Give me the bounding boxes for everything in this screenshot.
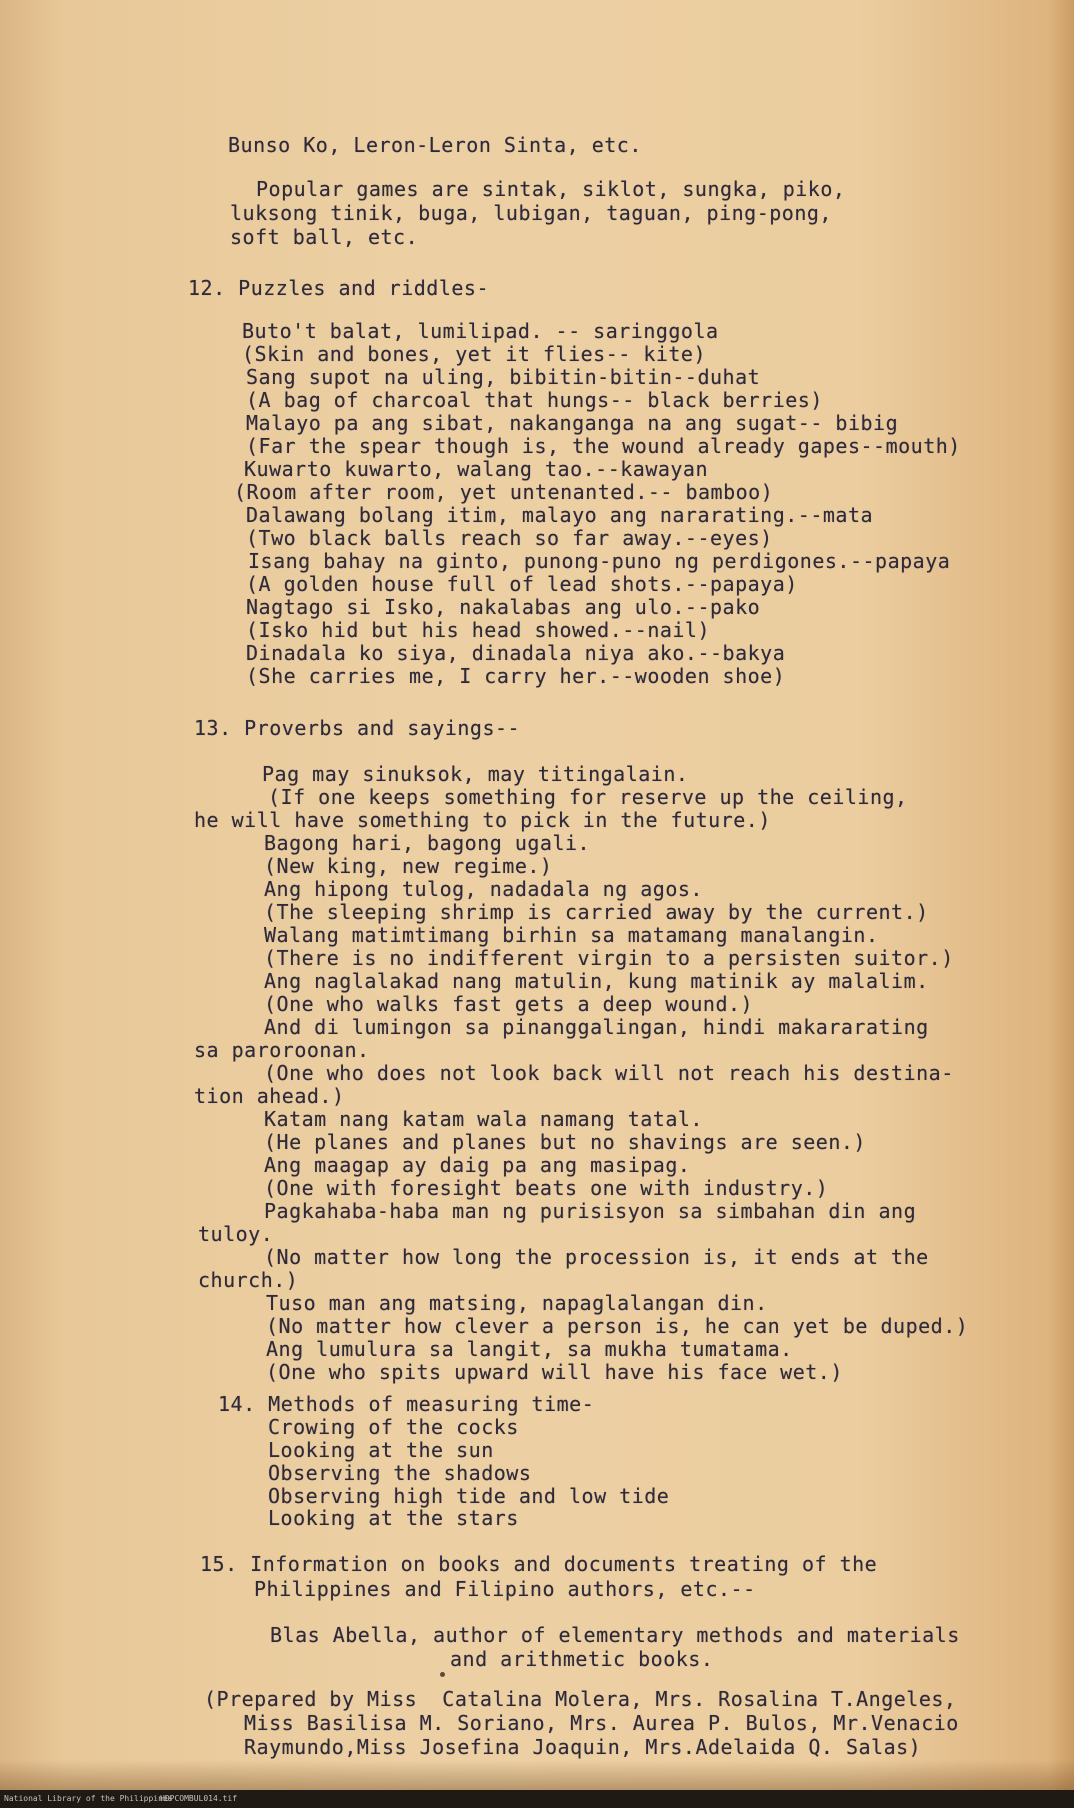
proverb-line: And di lumingon sa pinanggalingan, hindi makararating xyxy=(264,1015,929,1039)
riddle-line: Sang supot na uling, bibitin-bitin--duhat xyxy=(246,365,761,389)
author-line: Blas Abella, author of elementary methods and materials xyxy=(270,1623,960,1647)
prepared-by-line: Miss Basilisa M. Soriano, Mrs. Aurea P. Bulos, Mr.Venacio xyxy=(244,1711,959,1735)
proverb-line: (The sleeping shrimp is carried away by the current.) xyxy=(264,900,929,924)
proverb-line: Pagkahaba-haba man ng purisisyon sa simbahan din ang xyxy=(264,1199,917,1223)
proverb-line: Ang hipong tulog, nadadala ng agos. xyxy=(264,877,703,901)
paper-edge-shadow xyxy=(1048,0,1074,1790)
paper-bottom-shadow xyxy=(0,1760,1074,1790)
proverb-line: Ang naglalakad nang matulin, kung matinik ay malalim. xyxy=(264,969,929,993)
proverb-line: (One with foresight beats one with industry.) xyxy=(264,1176,829,1200)
section-15-heading-cont: Philippines and Filipino authors, etc.-- xyxy=(254,1577,756,1601)
riddle-line: (Room after room, yet untenanted.-- bamboo) xyxy=(234,480,774,504)
proverb-line: Katam nang katam wala namang tatal. xyxy=(264,1107,703,1131)
prepared-by-line: Raymundo,Miss Josefina Joaquin, Mrs.Adelaida Q. Salas) xyxy=(244,1735,922,1759)
proverb-line: Ang maagap ay daig pa ang masipag. xyxy=(264,1153,691,1177)
section-13-heading: 13. Proverbs and sayings-- xyxy=(194,716,521,740)
proverb-line: he will have something to pick in the future.) xyxy=(194,808,771,832)
proverb-line: Pag may sinuksok, may titingalain. xyxy=(262,762,689,786)
proverb-line: Ang lumulura sa langit, sa mukha tumatama. xyxy=(266,1337,793,1361)
ink-spot xyxy=(440,1672,445,1677)
riddle-line: (Two black balls reach so far away.--eyes) xyxy=(246,526,773,550)
prepared-by-line: (Prepared by Miss Catalina Molera, Mrs. Rosalina T.Angeles, xyxy=(204,1687,957,1711)
riddle-line: Isang bahay na ginto, punong-puno ng perdigones.--papaya xyxy=(248,549,951,573)
author-line: and arithmetic books. xyxy=(450,1647,714,1671)
games-line: soft ball, etc. xyxy=(230,225,419,249)
games-line: Popular games are sintak, siklot, sungka, piko, xyxy=(256,177,846,201)
proverb-line: (No matter how long the procession is, it ends at the xyxy=(264,1245,929,1269)
proverb-line: Bagong hari, bagong ugali. xyxy=(264,831,591,855)
riddle-line: Nagtago si Isko, nakalabas ang ulo.--pako xyxy=(246,595,761,619)
proverb-line: church.) xyxy=(198,1268,299,1292)
proverb-line: tuloy. xyxy=(198,1222,274,1246)
proverb-line: tion ahead.) xyxy=(194,1084,345,1108)
riddle-line: Buto't balat, lumilipad. -- saringgola xyxy=(242,319,719,343)
proverb-line: Tuso man ang matsing, napaglalangan din. xyxy=(266,1291,768,1315)
proverb-line: (There is no indifferent virgin to a persisten suitor.) xyxy=(264,946,954,970)
footer-library: National Library of the Philippines xyxy=(4,1794,173,1803)
riddle-line: (Far the spear though is, the wound already gapes--mouth) xyxy=(246,434,961,458)
proverb-line: (One who spits upward will have his face wet.) xyxy=(266,1360,843,1384)
time-method: Looking at the sun xyxy=(268,1438,494,1462)
riddle-line: Malayo pa ang sibat, nakanganga na ang sugat-- bibig xyxy=(246,411,899,435)
riddle-line: (She carries me, I carry her.--wooden shoe) xyxy=(246,664,786,688)
proverb-line: (One who does not look back will not reach his destina- xyxy=(264,1061,954,1085)
riddle-line: (A bag of charcoal that hungs-- black berries) xyxy=(246,388,823,412)
time-method: Looking at the stars xyxy=(268,1506,519,1530)
section-12-heading: 12. Puzzles and riddles- xyxy=(188,276,489,300)
proverb-line: (He planes and planes but no shavings are seen.) xyxy=(264,1130,866,1154)
riddle-line: (Skin and bones, yet it flies-- kite) xyxy=(242,342,707,366)
scan-footer xyxy=(0,1790,1074,1808)
games-line: luksong tinik, buga, lubigan, taguan, ping-pong, xyxy=(230,201,832,225)
proverb-line: sa paroroonan. xyxy=(194,1038,370,1062)
footer-filename: HDPCOMBUL014.tif xyxy=(160,1794,238,1803)
proverb-line: (One who walks fast gets a deep wound.) xyxy=(264,992,754,1016)
proverb-line: (If one keeps something for reserve up the ceiling, xyxy=(268,785,908,809)
proverb-line: (No matter how clever a person is, he can yet be duped.) xyxy=(266,1314,969,1338)
section-14-heading: 14. Methods of measuring time- xyxy=(218,1392,595,1416)
section-15-heading: 15. Information on books and documents treating of the xyxy=(200,1552,878,1576)
proverb-line: Walang matimtimang birhin sa matamang manalangin. xyxy=(264,923,879,947)
riddle-line: Dinadala ko siya, dinadala niya ako.--bakya xyxy=(246,641,786,665)
riddle-line: Kuwarto kuwarto, walang tao.--kawayan xyxy=(244,457,709,481)
time-method: Observing the shadows xyxy=(268,1461,532,1485)
riddle-line: (A golden house full of lead shots.--papaya) xyxy=(246,572,798,596)
riddle-line: Dalawang bolang itim, malayo ang nararating.--mata xyxy=(246,503,874,527)
songs-line: Bunso Ko, Leron-Leron Sinta, etc. xyxy=(228,133,642,157)
time-method: Observing high tide and low tide xyxy=(268,1484,670,1508)
time-method: Crowing of the cocks xyxy=(268,1415,519,1439)
proverb-line: (New king, new regime.) xyxy=(264,854,553,878)
riddle-line: (Isko hid but his head showed.--nail) xyxy=(246,618,711,642)
